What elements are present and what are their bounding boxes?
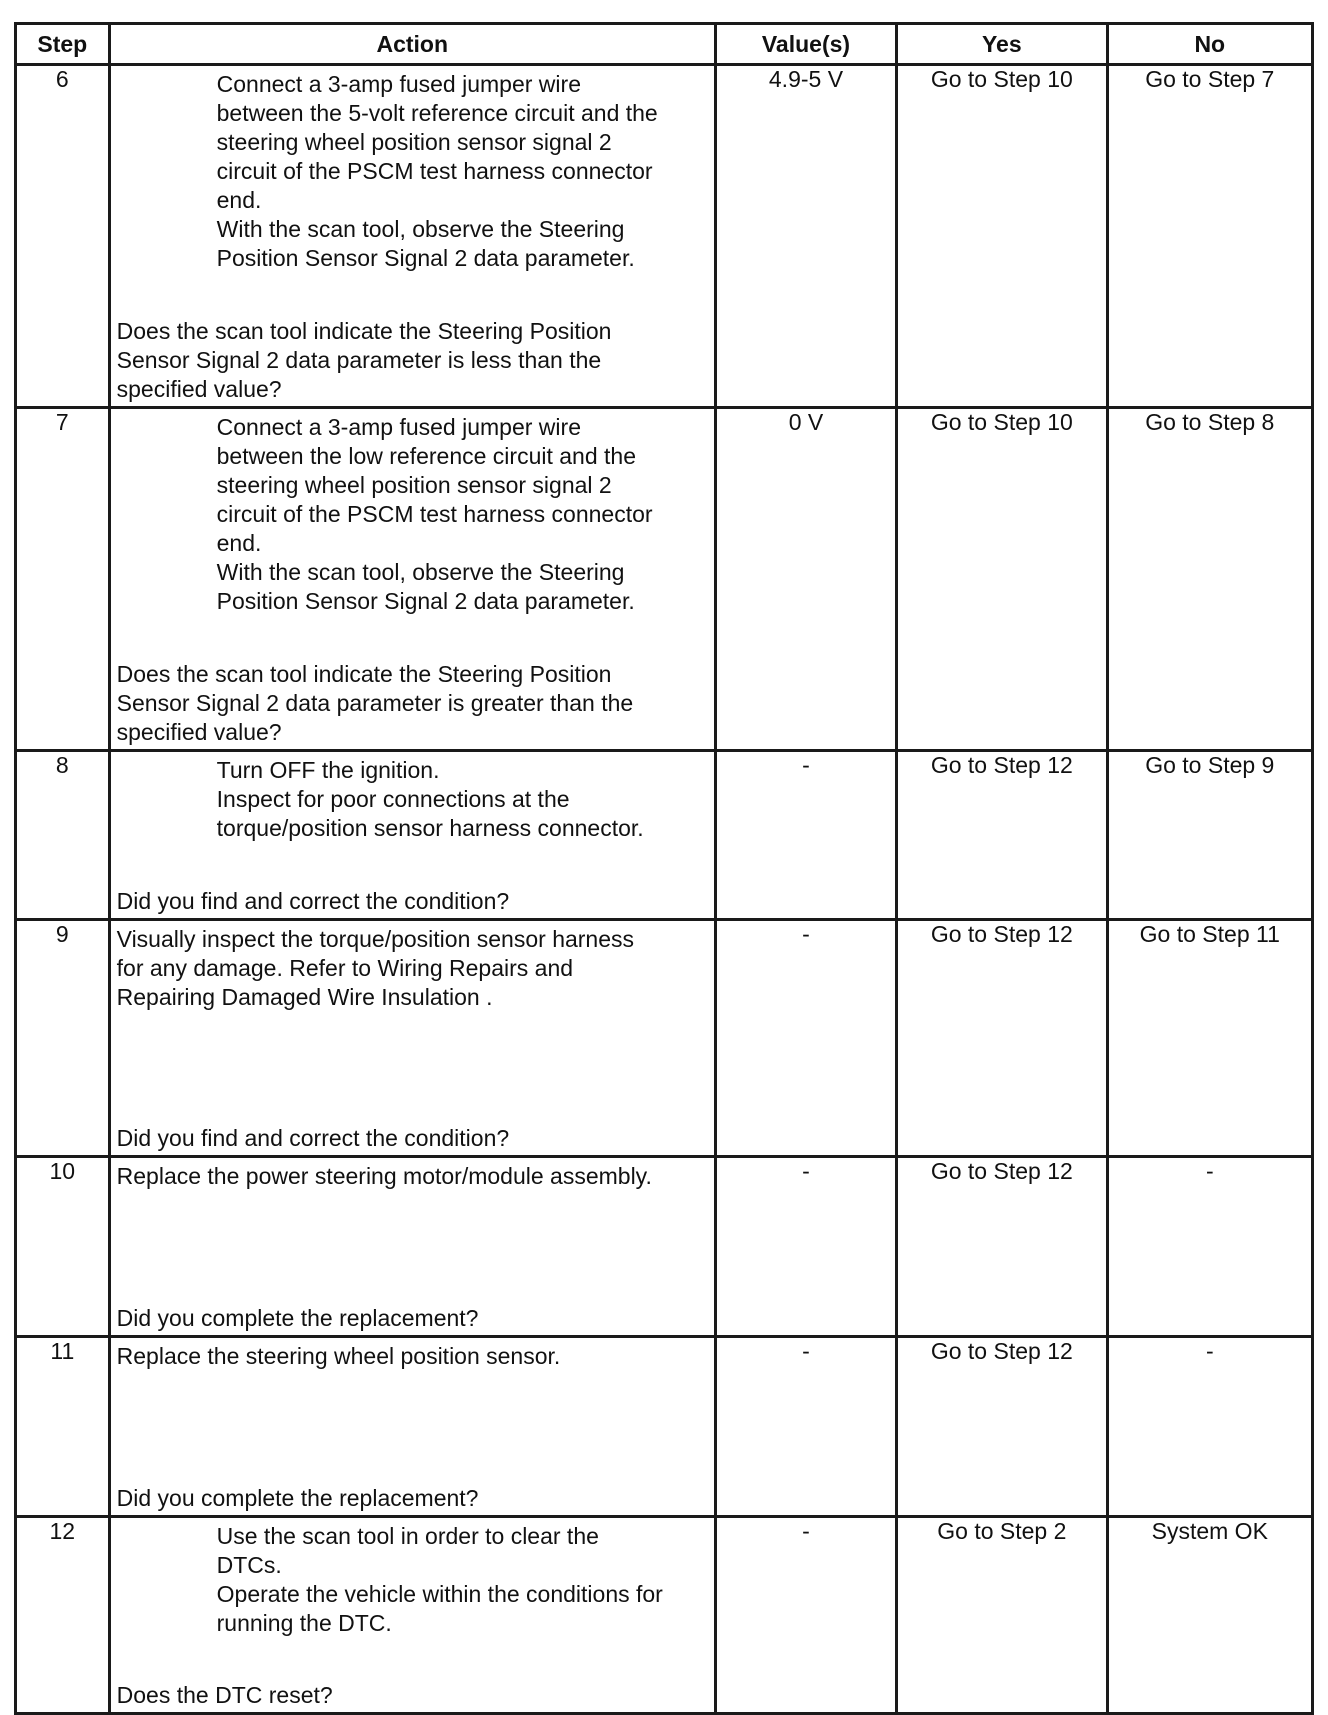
action-instruction: Use the scan tool in order to clear the DTCs. Operate the vehicle within the conditions for running the DTC. xyxy=(216,1523,663,1636)
value-cell: 4.9-5 V xyxy=(715,65,896,408)
yes-cell: Go to Step 12 xyxy=(897,1157,1107,1337)
action-cell xyxy=(109,1157,715,1337)
step-number: 7 xyxy=(16,408,110,751)
action-instruction: Connect a 3-amp fused jumper wire between the 5-volt reference circuit and the steering wheel position sensor signal 2 circuit of the PSCM test harness connector end. With the scan tool, observe the Steering Position Sensor Signal 2 data parameter. xyxy=(216,71,658,271)
action-instruction: Connect a 3-amp fused jumper wire between the low reference circuit and the steering wheel position sensor signal 2 circuit of the PSCM test harness connector end. With the scan tool, observe the Steering Position Sensor Signal 2 data parameter. xyxy=(216,414,653,614)
no-cell: - xyxy=(1107,1157,1312,1337)
no-cell: Go to Step 8 xyxy=(1107,408,1312,751)
step-number: 6 xyxy=(16,65,110,408)
no-cell: Go to Step 11 xyxy=(1107,920,1312,1157)
no-cell: System OK xyxy=(1107,1517,1312,1714)
yes-cell: Go to Step 12 xyxy=(897,1337,1107,1517)
action-cell xyxy=(109,1517,715,1714)
action-cell xyxy=(109,751,715,920)
no-cell: - xyxy=(1107,1337,1312,1517)
value-cell: - xyxy=(715,1337,896,1517)
no-cell: Go to Step 7 xyxy=(1107,65,1312,408)
table-row xyxy=(16,408,1313,751)
table-row xyxy=(16,65,1313,408)
table-row xyxy=(16,751,1313,920)
value-cell: 0 V xyxy=(715,408,896,751)
yes-cell: Go to Step 12 xyxy=(897,920,1107,1157)
action-question: Did you complete the replacement? xyxy=(116,1305,479,1331)
value-cell: - xyxy=(715,920,896,1157)
action-instruction: Replace the power steering motor/module assembly. xyxy=(116,1163,652,1189)
action-question: Does the scan tool indicate the Steering Position Sensor Signal 2 data parameter is greater than the specified value? xyxy=(116,661,634,745)
action-instruction: Visually inspect the torque/position sensor harness for any damage. Refer to Wiring Repairs and Repairing Damaged Wire Insulation . xyxy=(116,926,635,1010)
table-row xyxy=(16,1157,1313,1337)
table-row xyxy=(16,1517,1313,1714)
action-instruction: Replace the steering wheel position sensor. xyxy=(116,1343,561,1369)
action-cell xyxy=(109,1337,715,1517)
header-no: No xyxy=(1107,24,1312,65)
table-row xyxy=(16,920,1313,1157)
header-step: Step xyxy=(16,24,110,65)
header-row xyxy=(16,24,1313,65)
action-instruction: Turn OFF the ignition. Inspect for poor connections at the torque/position sensor harness connector. xyxy=(216,757,644,841)
step-number: 8 xyxy=(16,751,110,920)
yes-cell: Go to Step 10 xyxy=(897,408,1107,751)
no-cell: Go to Step 9 xyxy=(1107,751,1312,920)
step-number: 10 xyxy=(16,1157,110,1337)
value-cell: - xyxy=(715,1157,896,1337)
action-cell xyxy=(109,408,715,751)
header-yes: Yes xyxy=(897,24,1107,65)
value-cell: - xyxy=(715,1517,896,1714)
header-action: Action xyxy=(109,24,715,65)
step-number: 11 xyxy=(16,1337,110,1517)
diagnostic-table xyxy=(14,22,1314,1715)
action-question: Did you find and correct the condition? xyxy=(116,888,510,914)
action-cell xyxy=(109,920,715,1157)
yes-cell: Go to Step 10 xyxy=(897,65,1107,408)
action-question: Does the scan tool indicate the Steering Position Sensor Signal 2 data parameter is less than the specified value? xyxy=(116,318,612,402)
action-cell xyxy=(109,65,715,408)
step-number: 9 xyxy=(16,920,110,1157)
step-number: 12 xyxy=(16,1517,110,1714)
table-row xyxy=(16,1337,1313,1517)
value-cell: - xyxy=(715,751,896,920)
yes-cell: Go to Step 12 xyxy=(897,751,1107,920)
action-question: Did you complete the replacement? xyxy=(116,1485,479,1511)
header-values: Value(s) xyxy=(715,24,896,65)
yes-cell: Go to Step 2 xyxy=(897,1517,1107,1714)
action-question: Does the DTC reset? xyxy=(116,1682,333,1708)
action-question: Did you find and correct the condition? xyxy=(116,1125,510,1151)
